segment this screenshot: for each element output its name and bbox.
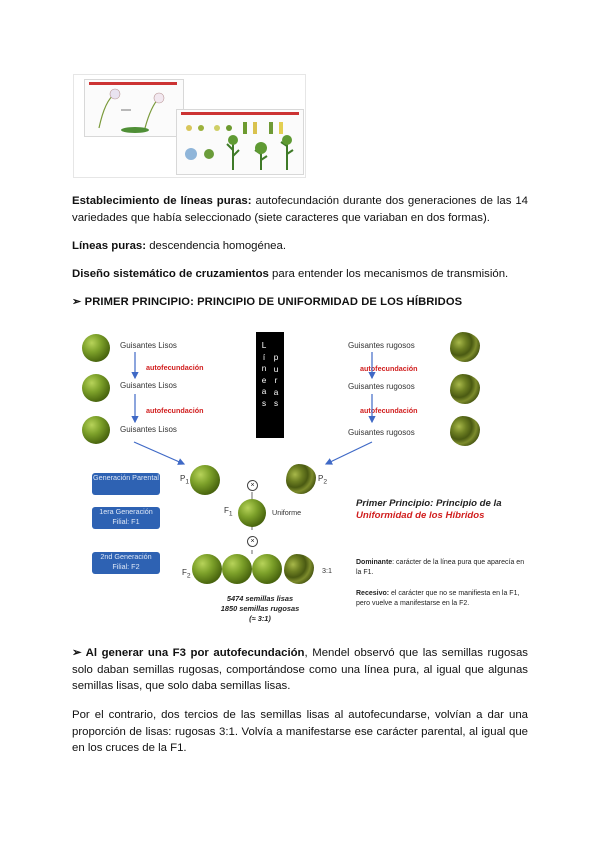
autofecundacion-label: autofecundación bbox=[146, 406, 204, 415]
f2-label bbox=[182, 568, 191, 580]
paragraph-pure-lines bbox=[72, 238, 528, 255]
paragraph-f3-generation bbox=[72, 645, 528, 695]
term-f3: ➢ Al generar una F3 por autofecundación bbox=[72, 647, 305, 659]
uniforme-label: Uniforme bbox=[272, 508, 302, 517]
recessive-text: el carácter que no se manifiesta en la F1, pero vuelve a manifestarse en la F2. bbox=[356, 590, 520, 607]
section-heading: ➢ PRIMER PRINCIPIO: PRINCIPIO DE UNIFORMIDAD DE LOS HÍBRIDOS bbox=[72, 296, 463, 308]
autofecundacion-label: autofecundación bbox=[360, 364, 418, 373]
principle-title-line2: Uniformidad de los Híbridos bbox=[356, 510, 485, 521]
right-label: Guisantes rugosos bbox=[348, 382, 415, 391]
f2-letter: F bbox=[182, 568, 187, 577]
paragraph-contrary bbox=[72, 707, 528, 757]
mendel-experiment-figure bbox=[73, 74, 306, 178]
pollination-illustration bbox=[85, 80, 183, 136]
pollination-panel bbox=[84, 79, 184, 137]
uniformity-diagram bbox=[72, 318, 528, 634]
principle-title-line1: Primer Principio: Principio de la bbox=[356, 498, 502, 509]
paragraph-crossing-design bbox=[72, 266, 528, 283]
text: Por el contrario, dos tercios de las semillas lisas al autofecundarse, volvían a dar una proporción de lisas: rugosas 3:1. Volvía a manifestarse ese carácter parental, al igual que en los cruces de la F1. bbox=[72, 709, 528, 754]
bar-letter: a bbox=[261, 387, 267, 396]
recessive-term: Recesivo: bbox=[356, 590, 390, 597]
self-cross-symbol-icon: × bbox=[247, 536, 258, 547]
text: para entender los mecanismos de transmisión. bbox=[268, 268, 509, 280]
bar-letter: L bbox=[261, 341, 267, 350]
bar-letter: s bbox=[273, 399, 279, 408]
f2-subscript: 2 bbox=[186, 572, 191, 580]
bar-letter: í bbox=[262, 352, 266, 362]
term-establishment: Establecimiento de líneas puras: bbox=[72, 195, 252, 207]
wrinkled-seed-count: 1850 semillas rugosas bbox=[220, 604, 300, 613]
generation-parental-box: Generación Parental bbox=[92, 473, 160, 495]
p2-letter: P bbox=[318, 474, 324, 483]
right-label: Guisantes rugosos bbox=[348, 428, 415, 437]
text: descendencia homogénea. bbox=[146, 240, 287, 252]
left-label: Guisantes Lisos bbox=[120, 425, 177, 434]
bar-letter: n bbox=[261, 364, 267, 373]
p1-letter: P bbox=[180, 474, 186, 483]
dominant-text: : carácter de la línea pura que aparecía en la F1. bbox=[356, 559, 525, 576]
left-label: Guisantes Lisos bbox=[120, 381, 177, 390]
dominant-definition bbox=[356, 558, 526, 578]
seven-traits-illustration bbox=[177, 110, 303, 174]
bar-letter: e bbox=[261, 375, 267, 385]
ratio-label: 3:1 bbox=[322, 566, 332, 575]
smooth-seed-count: 5474 semillas lisas bbox=[226, 594, 294, 603]
p2-label bbox=[318, 474, 327, 486]
generation-f2-box: 2nd Generación Filial: F2 bbox=[92, 552, 160, 574]
dominant-term: Dominante bbox=[356, 559, 393, 566]
right-label: Guisantes rugosos bbox=[348, 341, 415, 350]
bar-letter: s bbox=[261, 398, 267, 408]
p2-subscript: 2 bbox=[323, 478, 328, 486]
parent-smooth-pea bbox=[190, 465, 220, 495]
autofecundacion-label: autofecundación bbox=[360, 406, 418, 415]
recessive-definition bbox=[356, 589, 526, 609]
f1-label bbox=[224, 506, 233, 518]
term-pure-lines: Líneas puras: bbox=[72, 240, 147, 252]
f1-letter: F bbox=[224, 506, 229, 515]
paragraph-pure-lines-establishment bbox=[72, 193, 528, 226]
f2-smooth-pea bbox=[222, 554, 252, 584]
term-crossing-design: Diseño sistemático de cruzamientos bbox=[72, 268, 269, 280]
left-label: Guisantes Lisos bbox=[120, 341, 177, 350]
f1-smooth-pea bbox=[238, 499, 266, 527]
cross-symbol-icon: × bbox=[247, 480, 258, 491]
text: , Mendel observó que las semillas rugosas solo daban semillas rugosas, comportándose como una línea pura, al igual que algunas semillas lisas, que solo daba semillas lisas. bbox=[72, 647, 529, 692]
f1-subscript: 1 bbox=[228, 510, 233, 518]
principle-title bbox=[356, 498, 526, 522]
seed-counts bbox=[220, 594, 300, 624]
generation-f1-box: 1era Generación Filial: F1 bbox=[92, 507, 160, 529]
autofecundacion-label: autofecundación bbox=[146, 363, 204, 372]
p1-subscript: 1 bbox=[185, 478, 190, 486]
seven-traits-panel bbox=[176, 109, 304, 175]
p1-label bbox=[180, 474, 189, 486]
text: autofecundación durante dos generaciones de las 14 variedades que había seleccionado (siete caracteres que variaban en dos formas). bbox=[72, 195, 528, 224]
bar-letter: p bbox=[273, 353, 279, 362]
f2-smooth-pea bbox=[252, 554, 282, 584]
bar-letter: u bbox=[273, 364, 279, 374]
ratio-approx: (≈ 3:1) bbox=[249, 614, 271, 623]
f2-smooth-pea bbox=[192, 554, 222, 584]
bar-letter: a bbox=[273, 387, 279, 397]
bar-letter: r bbox=[274, 376, 278, 385]
